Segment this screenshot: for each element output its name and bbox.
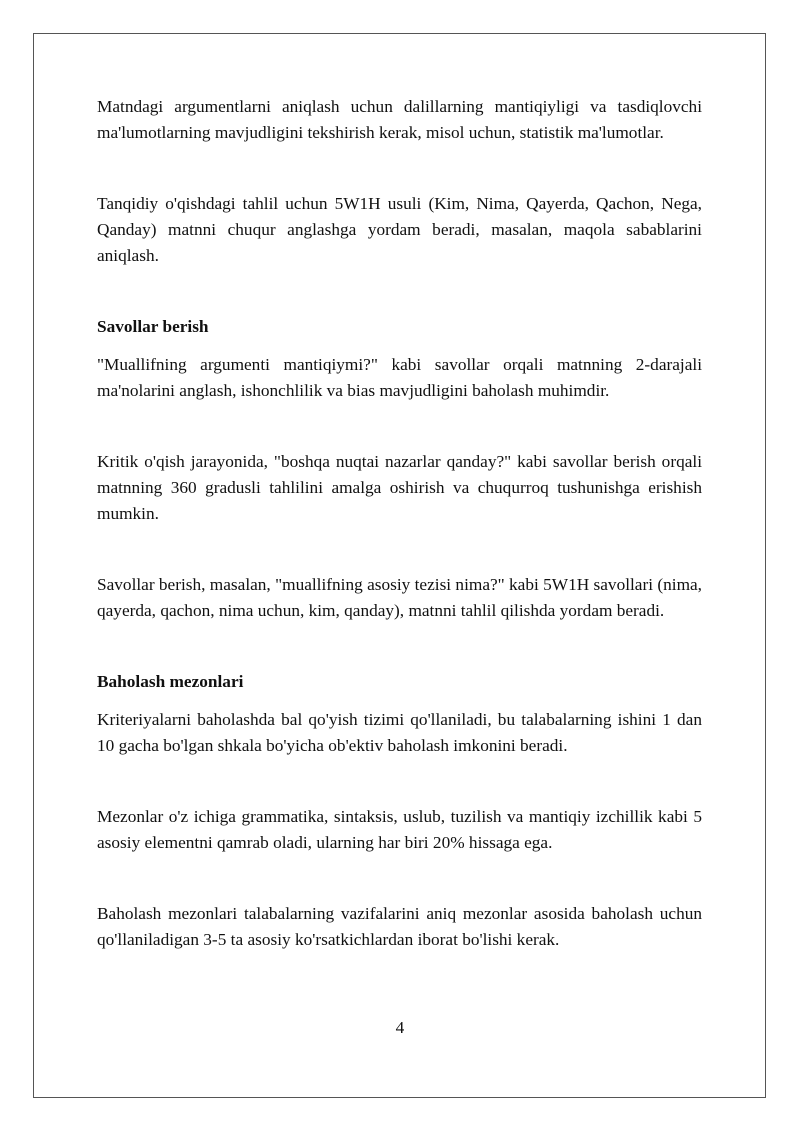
paragraph: "Muallifning argumenti mantiqiymi?" kabi savollar orqali matnning 2-darajali ma'nolarini anglash, ishonchlilik va bias mavjudligini baholash muhimdir. — [97, 355, 702, 400]
section-heading: Baholash mezonlari — [97, 672, 244, 691]
paragraph: Baholash mezonlari talabalarning vazifalarini aniq mezonlar asosida baholash uchun qo'llaniladigan 3-5 ta asosiy ko'rsatkichlardan iborat bo'lishi kerak. — [97, 904, 702, 949]
paragraph: Kritik o'qish jarayonida, "boshqa nuqtai nazarlar qanday?" kabi savollar berish orqali matnning 360 gradusli tahlilini amalga oshirish va chuqurroq tushunishga erishish mumkin. — [97, 452, 702, 523]
paragraph: Matndagi argumentlarni aniqlash uchun dalillarning mantiqiyligi va tasdiqlovchi ma'lumotlarning mavjudligini tekshirish kerak, misol uchun, statistik ma'lumotlar. — [97, 97, 702, 142]
paragraph: Tanqidiy o'qishdagi tahlil uchun 5W1H usuli (Kim, Nima, Qayerda, Qachon, Nega, Qanday) matnni chuqur anglashga yordam beradi, masalan, maqola sabablarini aniqlash. — [97, 194, 702, 265]
page-content — [97, 94, 702, 953]
page-number: 4 — [395, 1018, 405, 1037]
paragraph: Mezonlar o'z ichiga grammatika, sintaksis, uslub, tuzilish va mantiqiy izchillik kabi 5 asosiy elementni qamrab oladi, ularning har biri 20% hissaga ega. — [97, 807, 702, 852]
paragraph: Savollar berish, masalan, "muallifning asosiy tezisi nima?" kabi 5W1H savollari (nima, qayerda, qachon, nima uchun, kim, qanday), matnni tahlil qilishda yordam beradi. — [97, 575, 702, 620]
section-heading: Savollar berish — [97, 317, 209, 336]
paragraph: Kriteriyalarni baholashda bal qo'yish tizimi qo'llaniladi, bu talabalarning ishini 1 dan 10 gacha bo'lgan shkala bo'yicha ob'ektiv baholash imkonini beradi. — [97, 710, 702, 755]
